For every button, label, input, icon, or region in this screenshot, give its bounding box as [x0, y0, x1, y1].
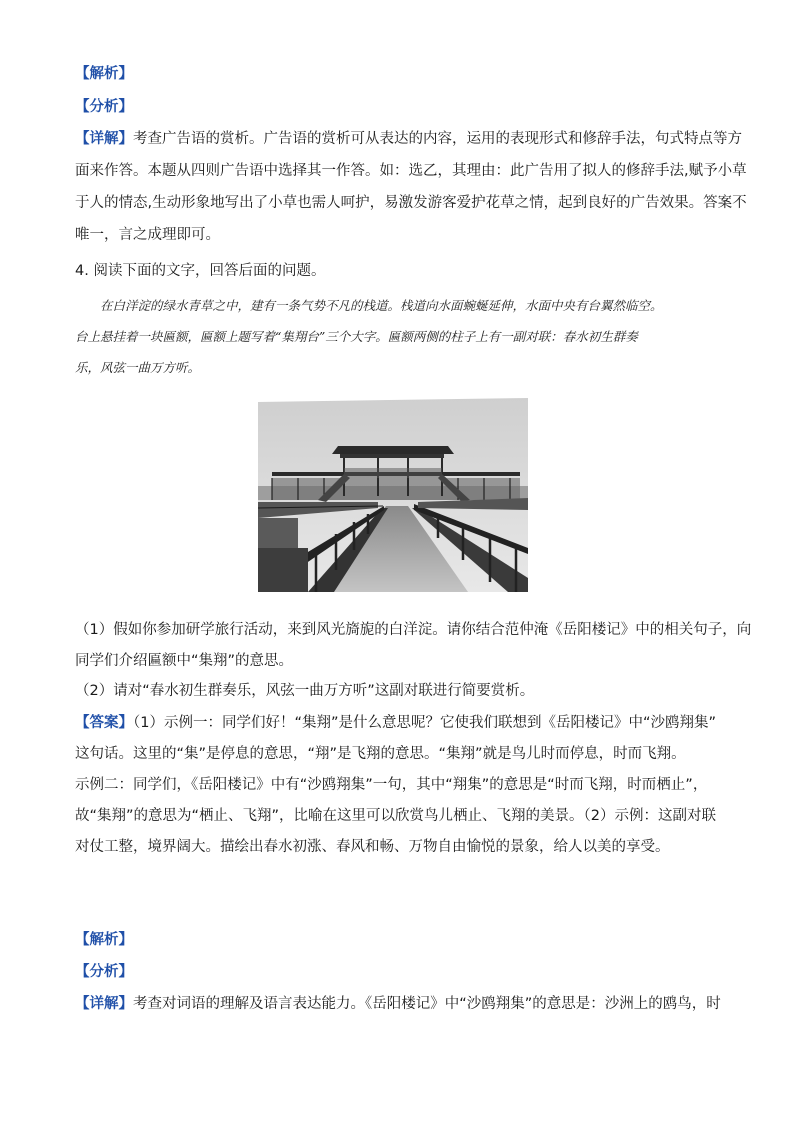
xiangjie-line-3: 于人的情态,生动形象地写出了小草也需人呵护，易激发游客爱护花草之情，起到良好的广告效果。答案不 — [75, 195, 747, 211]
xiangjie-line-1 — [75, 129, 742, 149]
passage-line-1: 在白洋淀的绿水青草之中，建有一条气势不凡的栈道。栈道向水面蜿蜒延伸，水面中央有台翼然临空。 — [100, 298, 663, 313]
jiexi-heading-1: 【解析】 — [75, 66, 133, 82]
answer-line-3: 示例二：同学们，《岳阳楼记》中有“沙鸥翔集”一句，其中“翔集”的意思是“时而飞翔，时而栖止”， — [75, 777, 708, 793]
sub-question-1-line-2: 同学们介绍匾额中“集翔”的意思。 — [75, 653, 294, 669]
answer-line-1 — [75, 713, 716, 733]
answer-tag: 【答案】 — [75, 715, 133, 731]
answer-line-2: 这句话。这里的“集”是停息的意思，“翔”是飞翔的意思。“集翔”就是鸟儿时而停息，时而飞翔。 — [75, 746, 686, 762]
answer-line-4: 故“集翔”的意思为“栖止、飞翔”，比喻在这里可以欣赏鸟儿栖止、飞翔的美景。（2）示例：这副对联 — [75, 808, 717, 824]
pavilion-photo — [258, 398, 528, 592]
xiangjie-text-2: 考查对词语的理解及语言表达能力。《岳阳楼记》中“沙鸥翔集”的意思是：沙洲上的鸥鸟，时 — [133, 996, 721, 1012]
fenxi-heading-1: 【分析】 — [75, 99, 133, 115]
sub-question-2: （2）请对“春水初生群奏乐，风弦一曲万方听”这副对联进行简要赏析。 — [75, 683, 535, 699]
question-4-stem: 4. 阅读下面的文字，回答后面的问题。 — [75, 263, 326, 279]
passage-line-2: 台上悬挂着一块匾额，匾额上题写着“集翔台”三个大字。匾额两侧的柱子上有一副对联：春水初生群奏 — [75, 329, 638, 344]
xiangjie-text: 考查广告语的赏析。广告语的赏析可从表达的内容，运用的表现形式和修辞手法，句式特点等方 — [133, 131, 742, 147]
passage-line-3: 乐，风弦一曲万方听。 — [75, 360, 201, 375]
sub-question-1-line-1: （1）假如你参加研学旅行活动，来到风光旖旎的白洋淀。请你结合范仲淹《岳阳楼记》中的相关句子，向 — [75, 622, 752, 638]
xiangjie-tag-2: 【详解】 — [75, 996, 133, 1012]
xiangjie-tag-1: 【详解】 — [75, 131, 133, 147]
xiangjie-line-2-1 — [75, 994, 721, 1014]
xiangjie-line-2: 面来作答。本题从四则广告语中选择其一作答。如：选乙，其理由：此广告用了拟人的修辞手法,赋予小草 — [75, 163, 747, 179]
jiexi-heading-2: 【解析】 — [75, 932, 133, 948]
answer-text: （1）示例一：同学们好！“集翔”是什么意思呢？它使我们联想到《岳阳楼记》中“沙鸥翔集” — [133, 715, 717, 731]
xiangjie-line-4: 唯一，言之成理即可。 — [75, 227, 220, 243]
fenxi-heading-2: 【分析】 — [75, 964, 133, 980]
answer-line-5: 对仗工整，境界阔大。描绘出春水初涨、春风和畅、万物自由愉悦的景象，给人以美的享受。 — [75, 839, 670, 855]
